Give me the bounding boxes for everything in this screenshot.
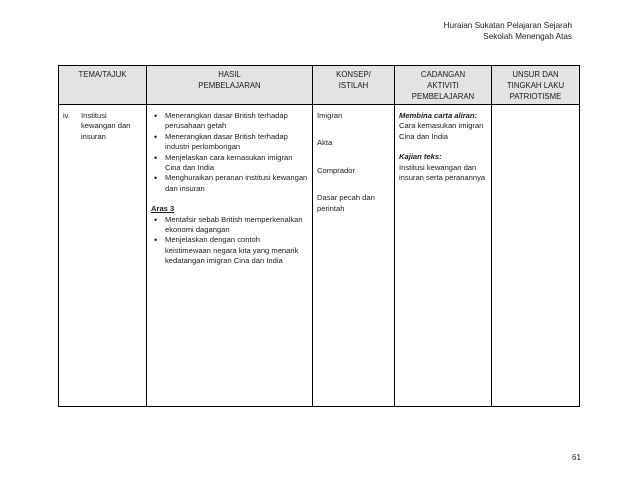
- level-heading: Aras 3: [151, 204, 175, 214]
- outcomes-list-level3: [151, 215, 308, 267]
- column-header-line: TEMA/TAJUK: [78, 70, 127, 79]
- concept-term: Dasar pecah dan perintah: [317, 193, 375, 213]
- column-header-cadangan: [395, 66, 492, 105]
- column-header-line: PATRIOTISME: [509, 92, 562, 101]
- outcome-item: • Menjelaskan dengan contoh keistimewaan negara kita yang menarik kedatangan imigran Cina dan India: [151, 235, 308, 266]
- column-header-line: KONSEP/: [336, 70, 371, 79]
- outcome-item: • Menghuraikan peranan institusi kewangan dan insuran: [151, 173, 308, 194]
- topic-cell: [59, 105, 147, 407]
- table-row: [59, 105, 580, 407]
- concept-term: Akta: [317, 138, 333, 148]
- outcome-item: • Menerangkan dasar British terhadap perusahaan getah: [151, 111, 308, 132]
- outcome-item: • Menjelaskan cara kemasukan imigran Cina dan India: [151, 153, 308, 174]
- column-header-unsur: [492, 66, 580, 105]
- column-header-line: CADANGAN: [420, 70, 466, 79]
- column-header-line: PEMBELAJARAN: [411, 92, 475, 101]
- page-number: 61: [572, 453, 581, 462]
- outcomes-cell: [147, 105, 313, 407]
- activities-cell: [395, 105, 492, 407]
- column-header-hasil: [147, 66, 313, 105]
- concept-term: Comprador: [317, 165, 355, 175]
- activity-text: Cara kemasukan imigran Cina dan India: [399, 121, 484, 141]
- column-header-line: TINGKAH LAKU: [506, 81, 565, 90]
- topic-text: Institusi kewangan dan insuran: [81, 111, 131, 141]
- concept-term: Imigran: [317, 111, 343, 120]
- column-header-tema: [59, 66, 147, 105]
- outcomes-list: [151, 111, 308, 194]
- column-header-line: HASIL: [218, 70, 241, 79]
- outcome-item: • Mentafsir sebab British memperkenalkan ekonomi dagangan: [151, 215, 308, 236]
- topic-entry: [63, 111, 142, 142]
- column-header-line: ISTILAH: [338, 81, 369, 90]
- activity-text: Institusi kewangan dan insuran serta peranannya: [399, 162, 486, 183]
- table-header-row: [59, 66, 580, 105]
- column-header-line: PEMBELAJARAN: [198, 81, 261, 90]
- outcome-item: • Menerangkan dasar British terhadap industri perlombongan: [151, 132, 308, 153]
- patriotism-cell: [492, 105, 580, 407]
- column-header-line: UNSUR DAN: [512, 70, 559, 79]
- concepts-cell: [313, 105, 395, 407]
- column-header-line: AKTIVITI: [427, 81, 459, 90]
- topic-number: iv.: [63, 111, 71, 120]
- document-header-title: Huraian Sukatan Pelajaran Sejarah: [443, 21, 572, 30]
- activity-title: Kajian teks:: [399, 152, 442, 162]
- activity-title: Membina carta aliran:: [399, 111, 478, 120]
- syllabus-table: [58, 65, 580, 407]
- column-header-konsep: [313, 66, 395, 105]
- document-header-subtitle: Sekolah Menengah Atas: [483, 32, 572, 41]
